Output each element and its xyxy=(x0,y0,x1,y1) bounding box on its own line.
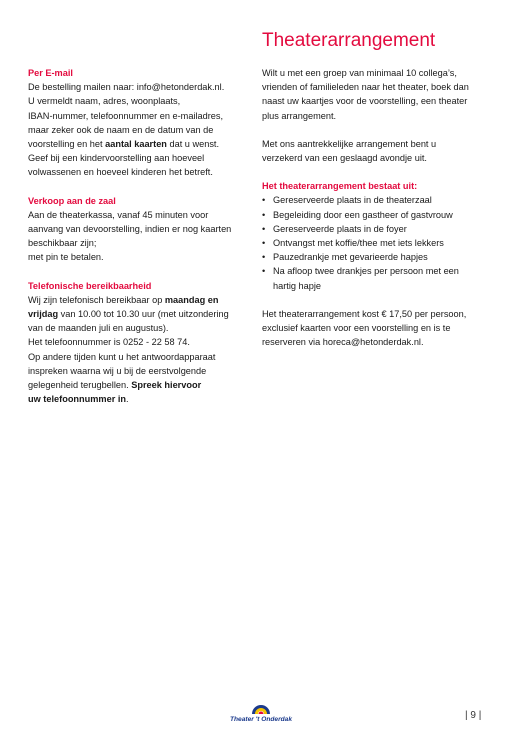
email-text: Geef bij een kindervoorstelling aan hoeveel xyxy=(28,153,205,164)
email-heading: Per E-mail xyxy=(28,68,73,78)
list-item: • Gereserveerde plaats in de foyer xyxy=(262,223,407,234)
intro-text: naast uw kaartjes voor de voorstelling, een theater xyxy=(262,96,468,107)
intro-text: plus arrangement. xyxy=(262,110,337,121)
email-text: IBAN-nummer, telefoonnummer en e-mailadres, xyxy=(28,110,224,121)
list-item: • Na afloop twee drankjes per persoon met een hartig hapje xyxy=(262,266,459,291)
list-item: • Begeleiding door een gastheer of gastvrouw xyxy=(262,209,453,220)
telefoon-text: inspreken waarna wij u bij de eerstvolgende xyxy=(28,365,207,376)
telefoon-text: van de maanden juli en augustus). xyxy=(28,323,169,334)
page-number: | 9 | xyxy=(465,710,482,721)
list-heading: Het theaterarrangement bestaat uit: xyxy=(262,181,418,192)
telefoon-text: vrijdag van 10.00 tot 10.30 uur (met uitzondering xyxy=(28,309,229,320)
list-item: • Pauzedrankje met gevarieerde hapjes xyxy=(262,252,428,263)
left-column xyxy=(28,66,250,406)
intro-text: Met ons aantrekkelijke arrangement bent u xyxy=(262,138,437,149)
page-title: Theaterarrangement xyxy=(262,30,436,51)
price-text: exclusief kaarten voor een voorstelling en is te xyxy=(262,323,451,334)
email-text: voorstelling en het aantal kaarten dat u wenst. xyxy=(28,139,220,150)
kassa-text: beschikbaar zijn; xyxy=(28,238,97,249)
price-text: reserveren via horeca@hetonderdak.nl. xyxy=(262,337,424,348)
telefoon-text: uw telefoonnummer in. xyxy=(28,394,129,405)
email-text: De bestelling mailen naar: info@hetonderdak.nl. xyxy=(28,82,225,93)
logo-text: Theater 't Onderdak xyxy=(229,716,293,723)
intro-text: vrienden of familieleden naar het theater, boek dan xyxy=(262,82,469,93)
email-text: maar zeker ook de naam en de datum van de xyxy=(28,124,214,135)
logo-mark-icon xyxy=(250,700,272,716)
intro-text: Wilt u met een groep van minimaal 10 collega’s, xyxy=(262,68,457,78)
kassa-heading: Verkoop aan de zaal xyxy=(28,195,116,206)
telefoon-text: Wij zijn telefonisch bereikbaar op maandag en xyxy=(28,294,219,305)
kassa-text: Aan de theaterkassa, vanaf 45 minuten voor xyxy=(28,209,209,220)
theater-logo xyxy=(226,700,296,723)
right-column xyxy=(262,66,494,349)
arrangement-list xyxy=(262,193,494,292)
telefoon-heading: Telefonische bereikbaarheid xyxy=(28,280,152,291)
telefoon-text: gelegenheid terugbellen. Spreek hiervoor xyxy=(28,380,202,391)
kassa-text: aanvang van devoorstelling, indien er nog kaarten xyxy=(28,224,232,235)
list-item: • Gereserveerde plaats in de theaterzaal xyxy=(262,195,432,206)
list-item: • Ontvangst met koffie/thee met iets lekkers xyxy=(262,238,444,249)
email-text: volwassenen en hoeveel kinderen het betreft. xyxy=(28,167,213,178)
telefoon-text: Het telefoonnummer is 0252 - 22 58 74. xyxy=(28,337,190,348)
intro-text: verzekerd van een geslaagd avondje uit. xyxy=(262,153,427,164)
telefoon-text: Op andere tijden kunt u het antwoordapparaat xyxy=(28,351,216,362)
kassa-text: met pin te betalen. xyxy=(28,252,104,263)
email-text: U vermeldt naam, adres, woonplaats, xyxy=(28,96,181,107)
price-text: Het theaterarrangement kost € 17,50 per persoon, xyxy=(262,308,467,319)
